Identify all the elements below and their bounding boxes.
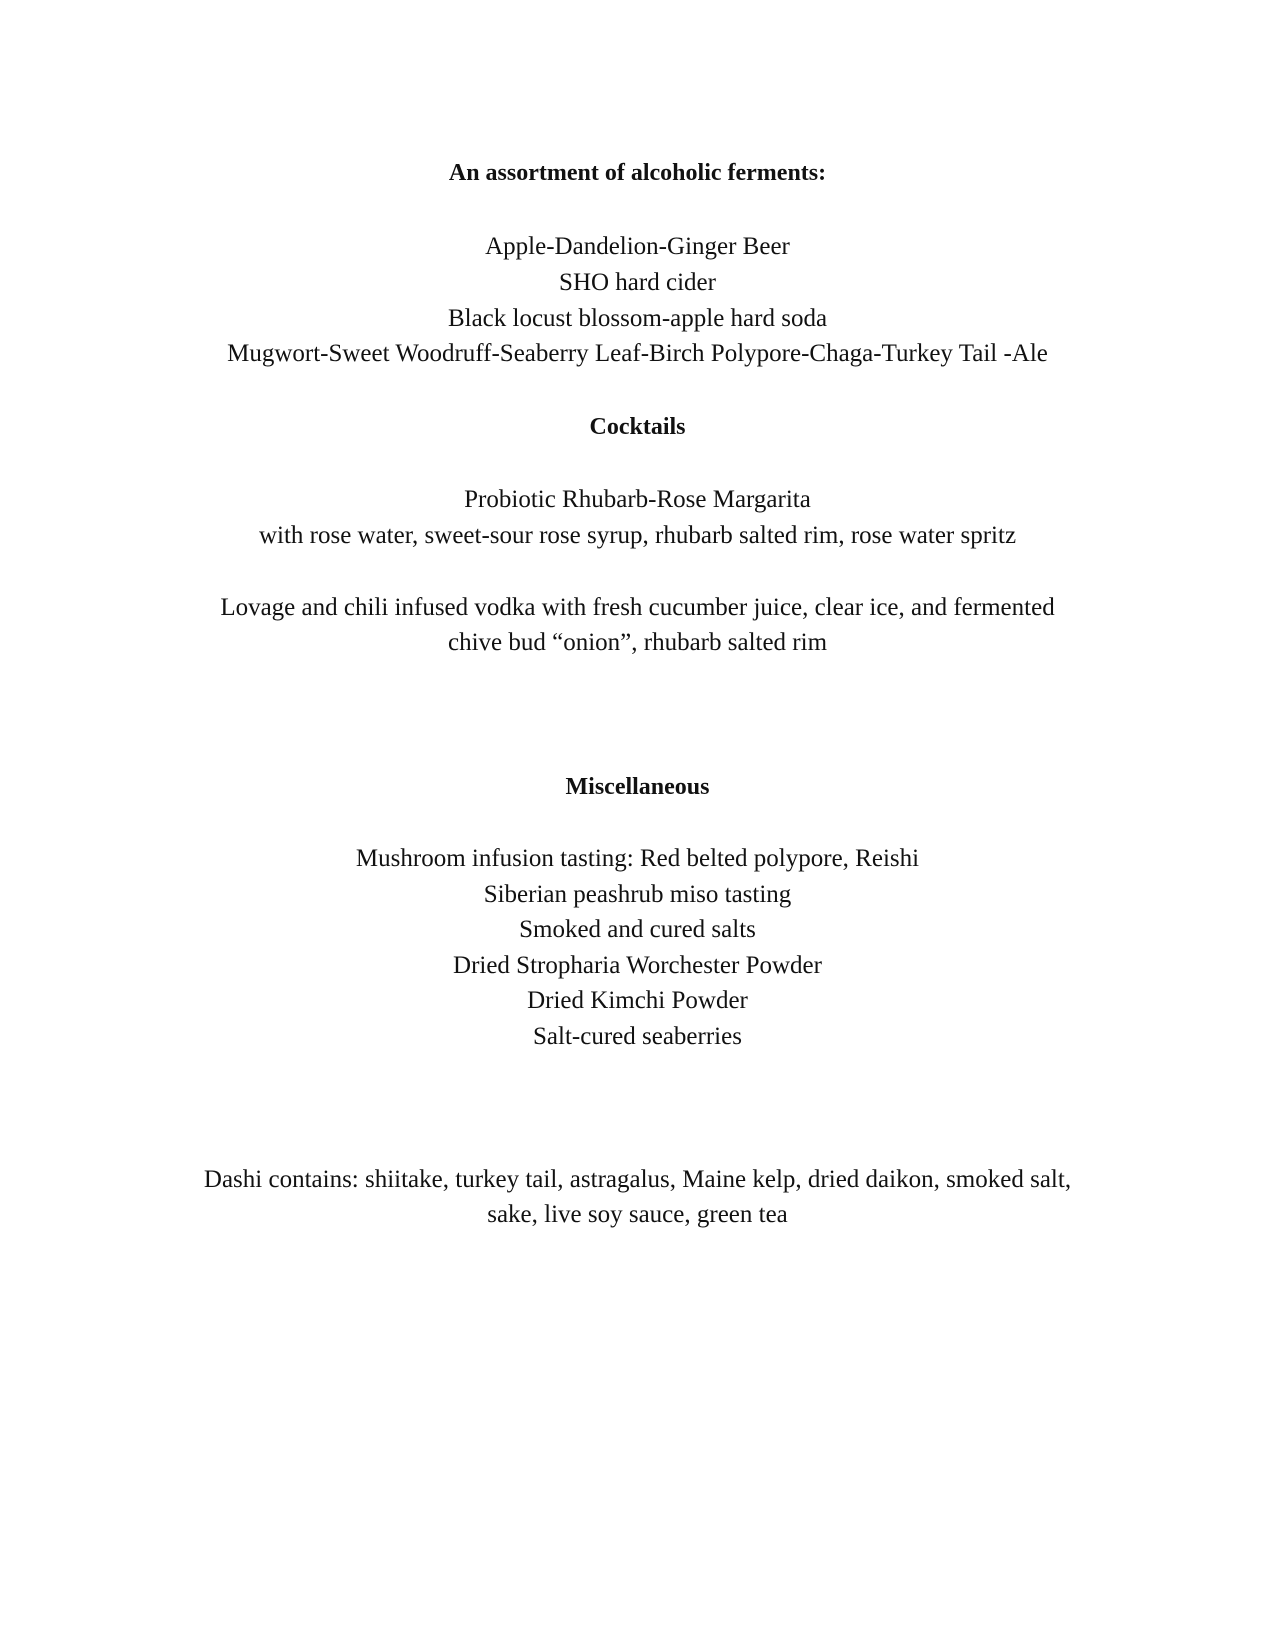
cocktails-heading: Cocktails [589, 414, 686, 440]
cocktail-description: chive bud “onion”, rhubarb salted rim [447, 629, 828, 656]
cocktail-description: Lovage and chili infused vodka with fresh cucumber juice, clear ice, and fermented [220, 594, 1055, 621]
dashi-note: Dashi contains: shiitake, turkey tail, astragalus, Maine kelp, dried daikon, smoked salt, [203, 1166, 1072, 1193]
ferment-item: Mugwort-Sweet Woodruff-Seaberry Leaf-Birch Polypore-Chaga-Turkey Tail -Ale [227, 340, 1048, 367]
misc-item: Siberian peashrub miso tasting [483, 881, 792, 908]
misc-item: Salt-cured seaberries [533, 1023, 742, 1050]
misc-item: Smoked and cured salts [519, 916, 756, 943]
misc-item: Dried Stropharia Worchester Powder [453, 952, 822, 979]
cocktail-name: Probiotic Rhubarb-Rose Margarita [464, 486, 811, 513]
ferment-item: SHO hard cider [559, 269, 716, 296]
ferments-heading: An assortment of alcoholic ferments: [448, 160, 827, 186]
misc-item: Mushroom infusion tasting: Red belted polypore, Reishi [355, 845, 920, 872]
ferment-item: Apple-Dandelion-Ginger Beer [485, 233, 790, 260]
misc-heading: Miscellaneous [565, 774, 710, 800]
misc-item: Dried Kimchi Powder [527, 987, 748, 1014]
cocktail-description: with rose water, sweet-sour rose syrup, rhubarb salted rim, rose water spritz [258, 522, 1017, 549]
ferment-item: Black locust blossom-apple hard soda [447, 305, 828, 332]
dashi-note: sake, live soy sauce, green tea [487, 1201, 788, 1228]
